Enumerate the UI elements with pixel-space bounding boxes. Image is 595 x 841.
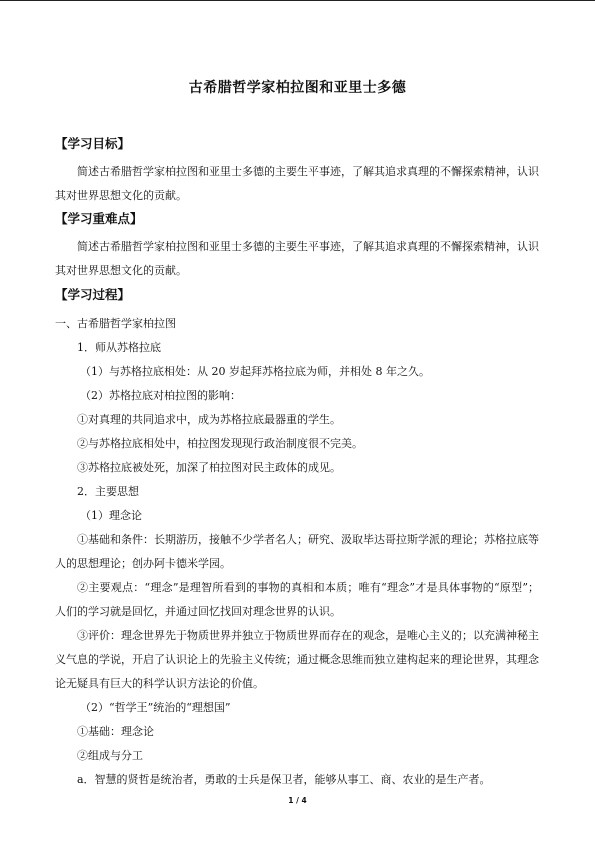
outline-item: a．智慧的贤哲是统治者，勇敢的士兵是保卫者，能够从事工、商、农业的是生产者。 [77,773,491,786]
page-title: 古希腊哲学家柏拉图和亚里士多德 [188,80,407,96]
body-paragraph: ①基础和条件：长期游历，接触不少学者名人；研究、汲取毕达哥拉斯学派的理论；苏格拉底等人的思想理论；创办阿卡德米学园。 [55,533,539,570]
outline-item: （2）“哲学王”统治的“理想国” [80,701,231,714]
outline-item: ①基础：理念论 [77,725,154,738]
outline-item: （1）与苏格拉底相处：从 20 岁起拜苏格拉底为师，并相处 8 年之久。 [80,365,430,378]
outline-item: （2）苏格拉底对柏拉图的影响： [80,389,241,402]
outline-item: ③苏格拉底被处死，加深了柏拉图对民主政体的成见。 [77,461,341,474]
outline-item: ①对真理的共同追求中，成为苏格拉底最器重的学生。 [77,413,341,426]
goals-paragraph: 简述古希腊哲学家柏拉图和亚里士多德的主要生平事迹，了解其追求真理的不懈探索精神，认识其对世界思想文化的贡献。 [55,165,539,202]
top-rule [0,0,595,1]
section-heading-key-points: 【学习重难点】 [55,211,143,226]
section-heading-goals: 【学习目标】 [55,136,131,151]
outline-item: ②与苏格拉底相处中，柏拉图发现现行政治制度很不完美。 [77,437,363,450]
section-heading-process: 【学习过程】 [55,287,131,302]
body-paragraph: ②主要观点：“理念”是理智所看到的事物的真相和本质；唯有“理念”才是具体事物的“原型”；人们的学习就是回忆，并通过回忆找回对理念世界的认识。 [55,581,539,618]
outline-item: 1．师从苏格拉底 [77,341,161,354]
outline-heading-plato: 一、古希腊哲学家柏拉图 [55,317,176,330]
outline-item: 2．主要思想 [77,485,139,498]
outline-item: （1）理念论 [80,509,142,522]
key-points-paragraph: 简述古希腊哲学家柏拉图和亚里士多德的主要生平事迹，了解其追求真理的不懈探索精神，认识其对世界思想文化的贡献。 [55,240,539,277]
body-paragraph: ③评价：理念世界先于物质世界并独立于物质世界而存在的观念，是唯心主义的；以充满神秘主义气息的学说，开启了认识论上的先验主义传统；通过概念思维而独立建构起来的理论世界，其理念论无疑具有巨大的科学认识方法论的价值。 [55,629,539,690]
page-number: 1 / 4 [288,796,307,805]
outline-item: ②组成与分工 [77,749,143,762]
